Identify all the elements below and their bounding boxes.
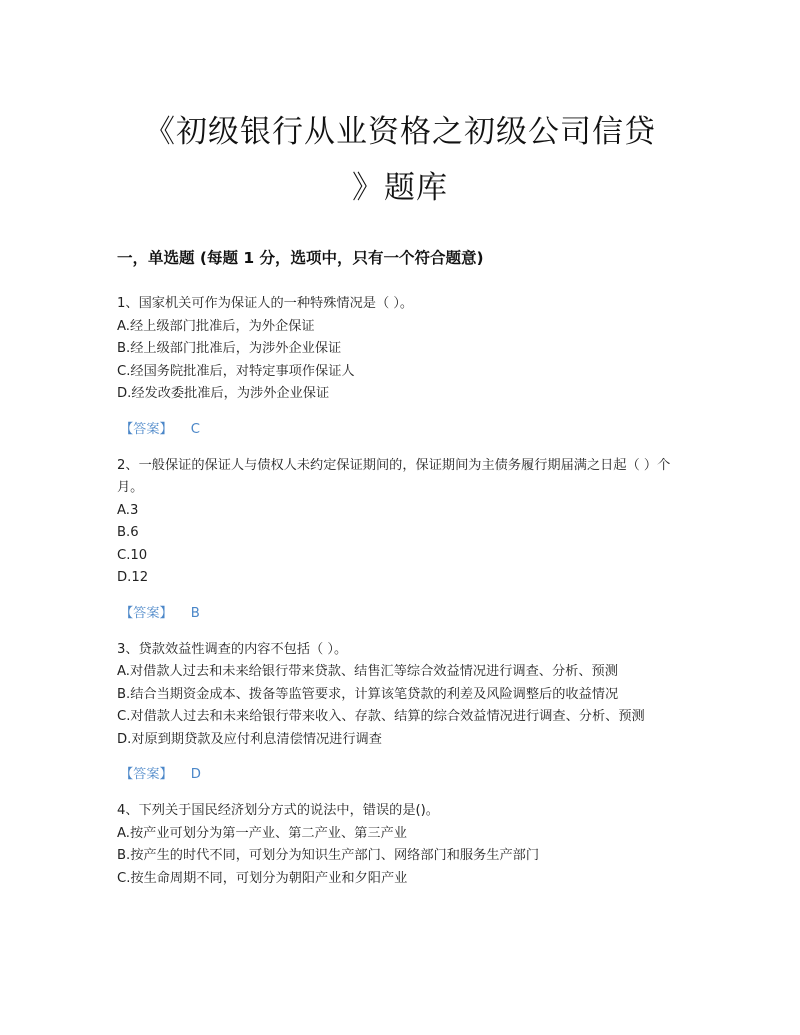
question-stem: 1、国家机关可作为保证人的一种特殊情况是（ ）。 [117,296,414,311]
option-b: B.按产生的时代不同，可划分为知识生产部门、网络部门和服务生产部门 [117,848,540,863]
title-line-2: 》题库 [352,170,448,206]
answer-line [117,419,687,441]
question-3 [117,639,687,787]
option-b: B.结合当期资金成本、拨备等监管要求，计算该笔贷款的利差及风险调整后的收益情况 [117,686,619,702]
question-stem: 4、下列关于国民经济划分方式的说法中，错误的是()。 [117,803,439,818]
question-stem: 2、一般保证的保证人与债权人未约定保证期间的，保证期间为主债务履行期届满之日起（ ）个月。 [117,457,671,495]
option-a: A.经上级部门批准后，为外企保证 [117,318,315,334]
option-b: B.经上级部门批准后，为涉外企业保证 [117,341,342,356]
question-stem: 3、贷款效益性调查的内容不包括（ ）。 [117,641,348,657]
question-4 [117,800,687,890]
answer-label: 【答案】 [120,605,173,621]
answer-line [117,764,687,786]
option-a: A.按产业可划分为第一产业、第二产业、第三产业 [117,825,407,841]
question-2 [117,455,687,625]
question-list [117,293,687,890]
option-c: C.对借款人过去和未来给银行带来收入、存款、结算的综合效益情况进行调查、分析、预测 [117,709,645,724]
answer-label: 【答案】 [120,767,173,782]
option-c: C.经国务院批准后，对特定事项作保证人 [117,363,355,379]
option-a: A.3 [117,502,139,518]
title-line-1: 《初级银行从业资格之初级公司信贷 [144,114,656,150]
section-heading: 一，单选题 (每题 1 分，选项中，只有一个符合题意) [117,249,484,267]
question-1 [117,293,687,441]
answer-label: 【答案】 [120,421,173,437]
option-b: B.6 [117,525,139,540]
option-c: C.10 [117,547,148,563]
option-d: D.对原到期贷款及应付利息清偿情况进行调查 [117,731,382,747]
option-d: D.12 [117,570,149,585]
answer-value: D [190,767,201,782]
answer-value: B [190,605,200,621]
answer-value: C [190,421,200,437]
option-d: D.经发改委批准后，为涉外企业保证 [117,386,330,401]
option-c: C.按生命周期不同，可划分为朝阳产业和夕阳产业 [117,870,408,886]
document-title [110,104,690,216]
answer-line [117,603,687,625]
option-a: A.对借款人过去和未来给银行带来贷款、结售汇等综合效益情况进行调查、分析、预测 [117,664,618,679]
